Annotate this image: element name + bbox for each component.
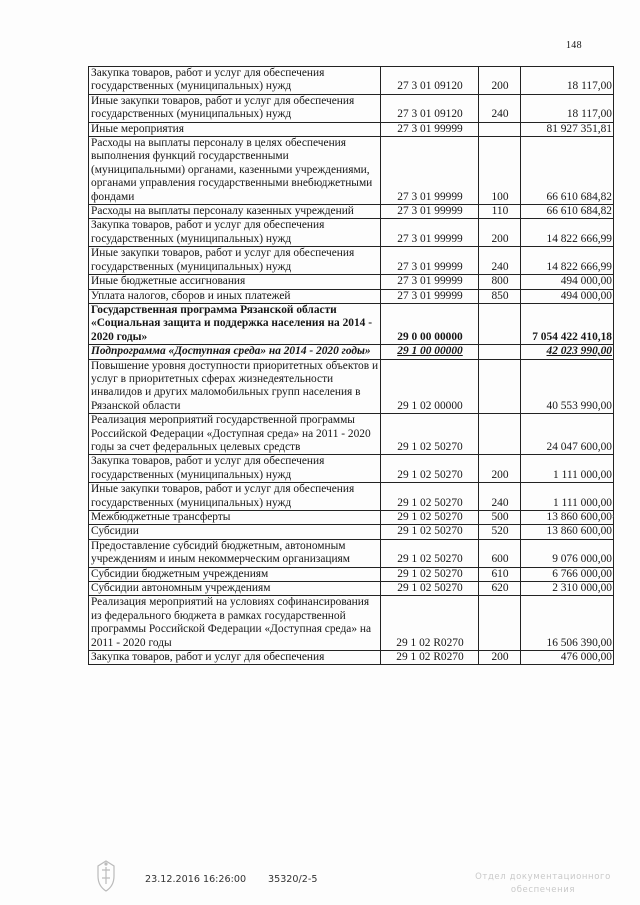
row-name-cell: Расходы на выплаты персоналу в целях обеспечения выполнения функций государственными (муниципальными) органами, казенными учреждениями, органами управления государственными внебюджетными фондами [89, 137, 381, 205]
table-row [89, 596, 614, 651]
row-type-cell [479, 345, 521, 359]
row-name-cell: Реализация мероприятий государственной программы Российской Федерации «Доступная среда» на 2011 - 2020 годы за счет федеральных целевых средств [89, 414, 381, 455]
table-row [89, 137, 614, 205]
row-code-cell: 27 3 01 99999 [381, 219, 479, 247]
row-amount-cell: 42 023 990,00 [521, 345, 614, 359]
row-type-cell: 240 [479, 94, 521, 122]
row-amount-cell: 14 822 666,99 [521, 247, 614, 275]
row-type-cell: 600 [479, 539, 521, 567]
page-number: 148 [566, 40, 582, 51]
row-code-cell: 29 1 02 50270 [381, 567, 479, 581]
watermark-stamp [448, 868, 638, 898]
row-type-cell: 500 [479, 511, 521, 525]
row-name-cell: Повышение уровня доступности приоритетных объектов и услуг в приоритетных сферах жизнедеятельности инвалидов и других маломобильных групп населения в Рязанской области [89, 359, 381, 414]
row-name-cell: Иные бюджетные ассигнования [89, 275, 381, 289]
row-code-cell: 27 3 01 99999 [381, 275, 479, 289]
row-name-cell: Субсидии бюджетным учреждениям [89, 567, 381, 581]
row-type-cell: 200 [479, 455, 521, 483]
row-amount-cell: 18 117,00 [521, 94, 614, 122]
table-row [89, 511, 614, 525]
row-name-cell: Межбюджетные трансферты [89, 511, 381, 525]
row-amount-cell: 1 111 000,00 [521, 483, 614, 511]
svg-text:обеспечения: обеспечения [510, 885, 576, 895]
table-row [89, 345, 614, 359]
table-row [89, 275, 614, 289]
table-row [89, 247, 614, 275]
row-name-cell: Закупка товаров, работ и услуг для обеспечения государственных (муниципальных) нужд [89, 455, 381, 483]
row-amount-cell: 494 000,00 [521, 275, 614, 289]
row-name-cell: Закупка товаров, работ и услуг для обеспечения государственных (муниципальных) нужд [89, 67, 381, 95]
row-name-cell: Расходы на выплаты персоналу казенных учреждений [89, 205, 381, 219]
row-name-cell: Закупка товаров, работ и услуг для обеспечения государственных (муниципальных) нужд [89, 219, 381, 247]
row-amount-cell: 476 000,00 [521, 651, 614, 665]
row-amount-cell: 494 000,00 [521, 289, 614, 303]
footer-stamp-date: 23.12.2016 16:26:00 [145, 874, 247, 885]
table-row [89, 582, 614, 596]
table-row [89, 539, 614, 567]
table-row [89, 483, 614, 511]
row-name-cell: Уплата налогов, сборов и иных платежей [89, 289, 381, 303]
row-name-cell: Иные закупки товаров, работ и услуг для обеспечения государственных (муниципальных) нужд [89, 483, 381, 511]
row-amount-cell: 40 553 990,00 [521, 359, 614, 414]
row-type-cell: 240 [479, 247, 521, 275]
row-amount-cell: 18 117,00 [521, 67, 614, 95]
row-name-cell: Субсидии автономным учреждениям [89, 582, 381, 596]
row-type-cell [479, 303, 521, 344]
row-type-cell [479, 414, 521, 455]
row-type-cell [479, 596, 521, 651]
row-code-cell: 27 3 01 99999 [381, 122, 479, 136]
row-code-cell: 29 1 02 00000 [381, 359, 479, 414]
row-code-cell: 29 1 02 50270 [381, 511, 479, 525]
table-row [89, 94, 614, 122]
table-row [89, 651, 614, 665]
margin-tick-mark: , [612, 508, 615, 519]
row-code-cell: 29 1 02 R0270 [381, 596, 479, 651]
row-type-cell: 850 [479, 289, 521, 303]
row-type-cell: 200 [479, 219, 521, 247]
row-code-cell: 29 1 02 50270 [381, 455, 479, 483]
row-name-cell: Иные закупки товаров, работ и услуг для обеспечения государственных (муниципальных) нужд [89, 247, 381, 275]
row-amount-cell: 9 076 000,00 [521, 539, 614, 567]
row-code-cell: 29 1 02 50270 [381, 582, 479, 596]
table-row [89, 414, 614, 455]
coat-of-arms-icon [92, 858, 120, 894]
row-type-cell: 200 [479, 67, 521, 95]
row-code-cell: 27 3 01 09120 [381, 67, 479, 95]
row-code-cell: 29 1 02 50270 [381, 414, 479, 455]
row-amount-cell: 66 610 684,82 [521, 205, 614, 219]
row-type-cell [479, 359, 521, 414]
row-type-cell: 620 [479, 582, 521, 596]
row-type-cell: 520 [479, 525, 521, 539]
row-type-cell: 100 [479, 137, 521, 205]
table-row [89, 567, 614, 581]
row-amount-cell: 14 822 666,99 [521, 219, 614, 247]
row-code-cell: 27 3 01 99999 [381, 205, 479, 219]
row-code-cell: 27 3 01 99999 [381, 289, 479, 303]
row-amount-cell: 1 111 000,00 [521, 455, 614, 483]
row-name-cell: Подпрограмма «Доступная среда» на 2014 - 2020 годы» [89, 345, 381, 359]
row-code-cell: 29 0 00 00000 [381, 303, 479, 344]
table-row [89, 289, 614, 303]
svg-text:Отдел документационного: Отдел документационного [475, 872, 611, 882]
row-type-cell: 110 [479, 205, 521, 219]
row-amount-cell: 13 860 600,00 [521, 511, 614, 525]
row-name-cell: Предоставление субсидий бюджетным, автономным учреждениям и иным некоммерческим организациям [89, 539, 381, 567]
row-type-cell: 800 [479, 275, 521, 289]
row-name-cell: Государственная программа Рязанской области «Социальная защита и поддержка населения на 2014 - 2020 годы» [89, 303, 381, 344]
row-type-cell: 200 [479, 651, 521, 665]
row-name-cell: Иные мероприятия [89, 122, 381, 136]
row-type-cell [479, 122, 521, 136]
footer-doc-number: 35320/2-5 [268, 874, 318, 885]
row-amount-cell: 24 047 600,00 [521, 414, 614, 455]
row-name-cell: Закупка товаров, работ и услуг для обеспечения [89, 651, 381, 665]
row-amount-cell: 7 054 422 410,18 [521, 303, 614, 344]
row-type-cell: 240 [479, 483, 521, 511]
row-code-cell: 29 1 02 R0270 [381, 651, 479, 665]
row-amount-cell: 2 310 000,00 [521, 582, 614, 596]
row-code-cell: 29 1 02 50270 [381, 525, 479, 539]
row-code-cell: 27 3 01 99999 [381, 137, 479, 205]
row-code-cell: 27 3 01 09120 [381, 94, 479, 122]
row-name-cell: Субсидии [89, 525, 381, 539]
row-code-cell: 27 3 01 99999 [381, 247, 479, 275]
table-row [89, 122, 614, 136]
row-amount-cell: 81 927 351,81 [521, 122, 614, 136]
table-row [89, 205, 614, 219]
row-amount-cell: 13 860 600,00 [521, 525, 614, 539]
table-row [89, 525, 614, 539]
row-name-cell: Иные закупки товаров, работ и услуг для обеспечения государственных (муниципальных) нужд [89, 94, 381, 122]
row-amount-cell: 16 506 390,00 [521, 596, 614, 651]
table-row [89, 303, 614, 344]
row-name-cell: Реализация мероприятий на условиях софинансирования из федерального бюджета в рамках государственной программы Российской Федерации «Доступная среда» на 2011 - 2020 годы [89, 596, 381, 651]
table-row [89, 455, 614, 483]
row-code-cell: 29 1 02 50270 [381, 483, 479, 511]
table-row [89, 359, 614, 414]
budget-table-body [89, 67, 614, 665]
row-code-cell: 29 1 02 50270 [381, 539, 479, 567]
row-amount-cell: 6 766 000,00 [521, 567, 614, 581]
table-row [89, 219, 614, 247]
row-amount-cell: 66 610 684,82 [521, 137, 614, 205]
row-type-cell: 610 [479, 567, 521, 581]
budget-table [88, 66, 614, 665]
row-code-cell: 29 1 00 00000 [381, 345, 479, 359]
table-row [89, 67, 614, 95]
